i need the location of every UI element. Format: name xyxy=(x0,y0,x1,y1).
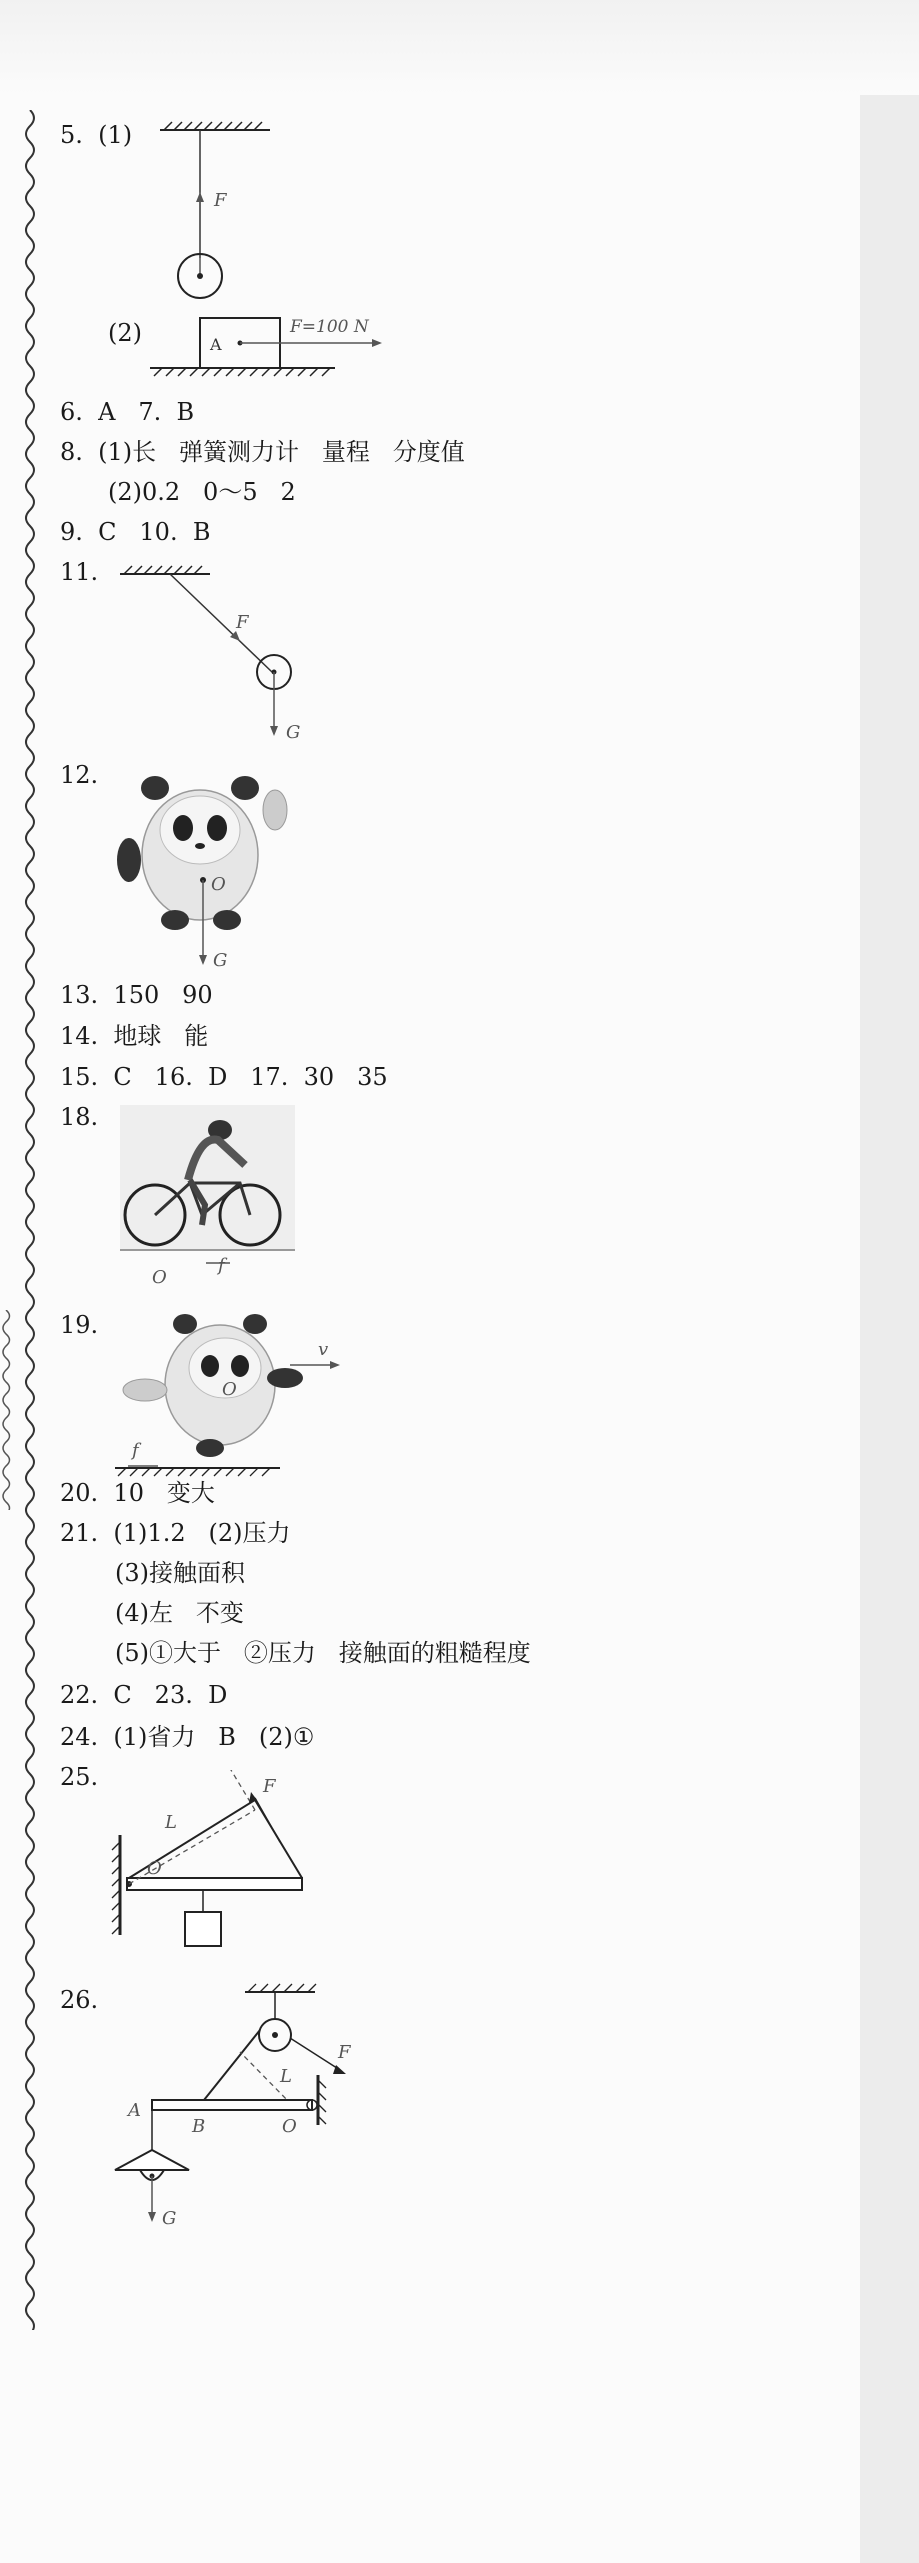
q26-label-b: B xyxy=(192,2116,206,2137)
q25-label-f: F xyxy=(263,1776,276,1797)
q19-label-v: v xyxy=(318,1339,329,1360)
q12-label-g: G xyxy=(213,950,228,971)
q18-label-f: f xyxy=(218,1255,225,1276)
q26-label-g: G xyxy=(162,2208,177,2229)
q22-answer: 22. C 23. D xyxy=(60,1681,228,1709)
q26-label-f: F xyxy=(338,2042,351,2063)
q20-answer: 20. 10 变大 xyxy=(60,1479,215,1507)
q21-line2: (3)接触面积 xyxy=(115,1559,245,1587)
q5-force-label: F=100 N xyxy=(290,317,369,337)
q25-number: 25. xyxy=(60,1763,99,1791)
q12-panda-figure xyxy=(115,760,295,980)
q11-label-f: F xyxy=(236,612,249,633)
q19-label-o: O xyxy=(222,1379,237,1400)
q8-line1: 8. (1)长 弹簧测力计 量程 分度值 xyxy=(60,438,465,466)
q11-number: 11. xyxy=(60,558,99,586)
q26-label-a: A xyxy=(128,2100,141,2121)
q15-answer: 15. C 16. D 17. 30 35 xyxy=(60,1063,388,1091)
q19-panda-figure xyxy=(110,1300,350,1490)
q5-block-label: A xyxy=(210,335,222,354)
binding-marks xyxy=(0,1310,14,1510)
q12-number: 12. xyxy=(60,761,99,789)
q21-line3: (4)左 不变 xyxy=(115,1599,244,1627)
q26-number: 26. xyxy=(60,1986,99,2014)
q5-figure-1 xyxy=(150,118,290,318)
q5-label-f: F xyxy=(214,190,227,211)
q11-label-g: G xyxy=(286,722,301,743)
q8-line2: (2)0.2 0～5 2 xyxy=(108,478,296,506)
q25-lever-figure xyxy=(105,1770,325,1980)
q6-answer: 6. A 7. B xyxy=(60,398,195,426)
q18-number: 18. xyxy=(60,1103,99,1131)
q21-line1: 21. (1)1.2 (2)压力 xyxy=(60,1519,291,1547)
q19-label-f: f xyxy=(132,1440,139,1461)
q19-number: 19. xyxy=(60,1311,99,1339)
q24-answer: 24. (1)省力 B (2)① xyxy=(60,1723,315,1751)
q11-figure xyxy=(110,560,310,750)
q5-figure-2 xyxy=(150,300,400,390)
q25-label-l: L xyxy=(165,1812,177,1833)
top-shadow xyxy=(0,0,919,95)
q12-label-o: O xyxy=(211,874,226,895)
q18-label-o: O xyxy=(152,1267,167,1288)
q26-label-o: O xyxy=(282,2116,297,2137)
q5-number: 5. (1) xyxy=(60,121,133,149)
q5-part2: (2) xyxy=(108,319,142,347)
q25-label-o: O xyxy=(147,1858,162,1879)
q13-answer: 13. 150 90 xyxy=(60,981,213,1009)
q14-answer: 14. 地球 能 xyxy=(60,1022,209,1050)
q26-label-l: L xyxy=(280,2066,292,2087)
q26-lamp-figure xyxy=(100,1980,360,2230)
margin-wavy-line xyxy=(22,110,42,2330)
q18-cyclist-figure xyxy=(110,1105,300,1290)
q9-answer: 9. C 10. B xyxy=(60,518,211,546)
q21-line4: (5)①大于 ②压力 接触面的粗糙程度 xyxy=(115,1639,531,1667)
